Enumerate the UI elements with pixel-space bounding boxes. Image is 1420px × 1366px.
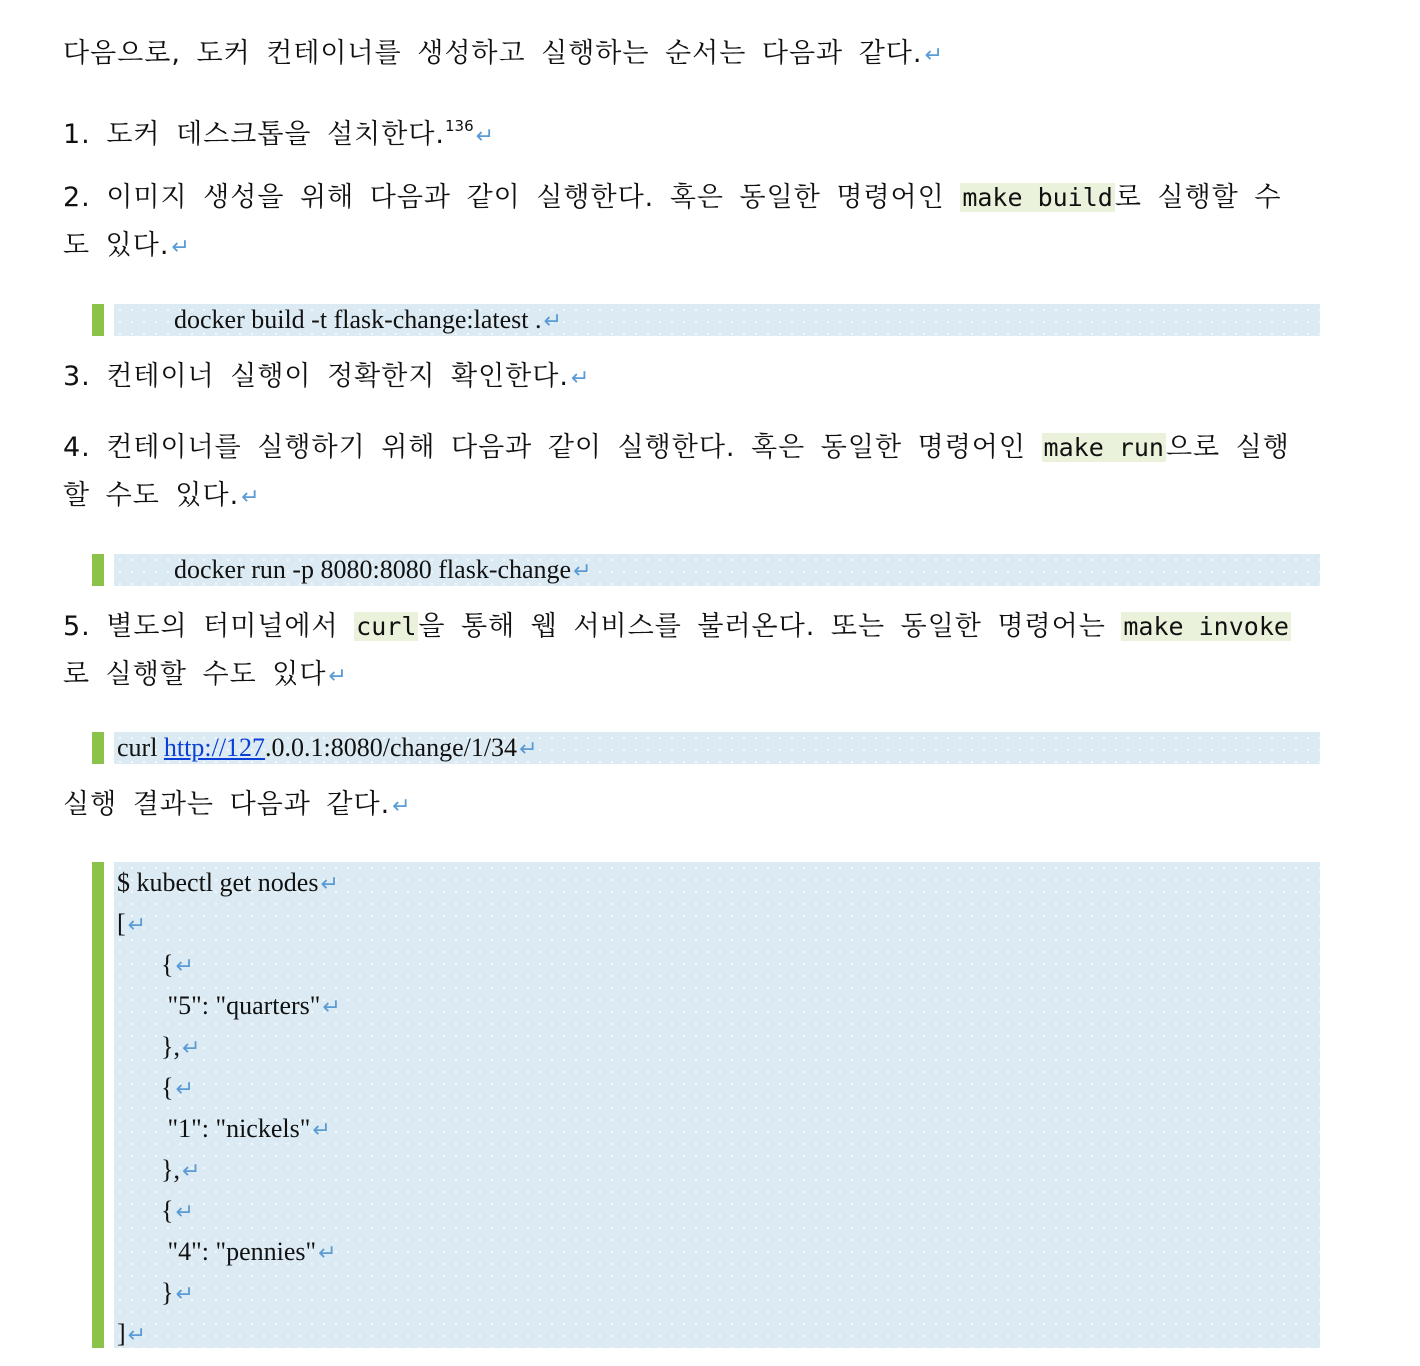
return-icon: ↵ (181, 1158, 201, 1183)
return-icon: ↵ (175, 1199, 194, 1224)
return-icon: ↵ (392, 794, 411, 819)
inline-code: make invoke (1123, 612, 1289, 641)
output-line: }↵ (161, 1278, 194, 1307)
return-icon: ↵ (127, 1322, 147, 1347)
footnote-ref[interactable]: 136 (445, 117, 474, 135)
output-line: {↵ (161, 950, 194, 979)
inline-code: make run (1043, 433, 1164, 462)
output-block (92, 862, 1320, 1348)
intro-paragraph: 다음으로, 도커 컨테이너를 생성하고 실행하는 순서는 다음과 같다.↵ (63, 38, 943, 69)
result-intro: 실행 결과는 다음과 같다.↵ (63, 789, 411, 820)
output-lines (104, 862, 1320, 1354)
return-icon: ↵ (320, 871, 339, 896)
inline-code: make build (962, 183, 1113, 212)
return-icon: ↵ (175, 1076, 194, 1101)
return-icon: ↵ (175, 1281, 194, 1306)
output-line: [↵ (117, 909, 147, 938)
code-line: docker build -t flask-change:latest .↵ (174, 305, 562, 334)
step-4: 4. 컨테이너를 실행하기 위해 다음과 같이 실행한다. 혹은 동일한 명령어인 make run으로 실행할 수도 있다.↵ (63, 432, 1290, 511)
code-block-curl (92, 732, 1320, 764)
output-line: "1": "nickels"↵ (161, 1114, 331, 1143)
output-line: $ kubectl get nodes↵ (117, 868, 339, 897)
return-icon: ↵ (543, 308, 562, 333)
return-icon: ↵ (570, 366, 590, 391)
return-icon: ↵ (181, 1035, 201, 1060)
output-line: {↵ (161, 1073, 194, 1102)
return-icon: ↵ (318, 1240, 337, 1265)
return-icon: ↵ (573, 558, 592, 583)
output-line: },↵ (161, 1155, 201, 1184)
output-line: ]↵ (117, 1319, 147, 1348)
output-line: "5": "quarters"↵ (161, 991, 341, 1020)
return-icon: ↵ (519, 736, 538, 761)
step-3: 3. 컨테이너 실행이 정확한지 확인한다.↵ (63, 361, 590, 392)
return-icon: ↵ (475, 124, 495, 149)
return-icon: ↵ (924, 43, 943, 68)
code-block-run (92, 554, 1320, 586)
step-2: 2. 이미지 생성을 위해 다음과 같이 실행한다. 혹은 동일한 명령어인 make build로 실행할 수도 있다.↵ (63, 182, 1282, 261)
return-icon: ↵ (241, 485, 260, 510)
output-line: {↵ (161, 1196, 194, 1225)
step-1: 1. 도커 데스크톱을 설치한다.$^{136}$↵ (63, 117, 495, 150)
code-block-build (92, 304, 1320, 336)
code-line: docker run -p 8080:8080 flask-change↵ (174, 555, 592, 584)
step-5: 5. 별도의 터미널에서 curl을 통해 웹 서비스를 불러온다. 또는 동일한 명령어는 make invoke로 실행할 수도 있다↵ (63, 611, 1289, 690)
return-icon: ↵ (171, 235, 190, 260)
inline-code: curl (356, 612, 417, 641)
return-icon: ↵ (312, 1117, 331, 1142)
return-icon: ↵ (322, 994, 341, 1019)
return-icon: ↵ (328, 664, 347, 689)
url-link[interactable]: http://127 (163, 733, 266, 762)
output-line: "4": "pennies"↵ (161, 1237, 337, 1266)
return-icon: ↵ (127, 912, 147, 937)
output-line: },↵ (161, 1032, 201, 1061)
code-line: curl http://127.0.0.1:8080/change/1/34↵ (117, 733, 538, 762)
return-icon: ↵ (175, 953, 194, 978)
